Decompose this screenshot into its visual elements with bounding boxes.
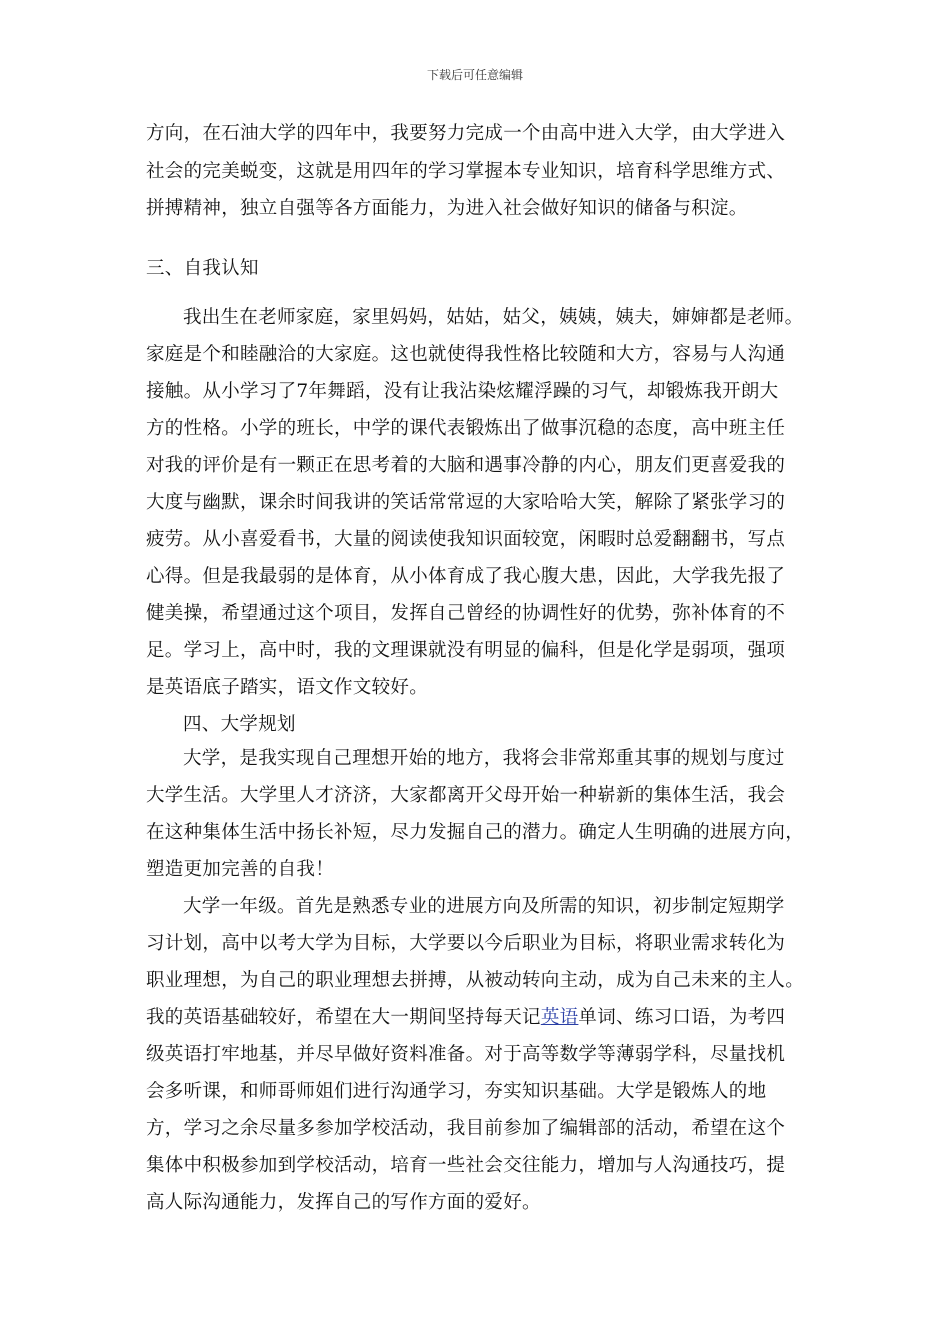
link-line-before: 我的英语基础较好，希望在大一期间坚持每天记	[146, 1007, 541, 1028]
para4-line: 级英语打牢地基，并尽早做好资料准备。对于高等数学等薄弱学科，尽量找机	[146, 1044, 786, 1065]
para3-line: 塑造更加完善的自我！	[146, 859, 335, 880]
para4-line: 职业理想，为自己的职业理想去拼搏，从被动转向主动，成为自己未来的主人。	[146, 970, 805, 991]
para2-line: 疲劳。从小喜爱看书，大量的阅读使我知识面较宽，闲暇时总爱翻翻书，写点	[146, 529, 786, 550]
para4-line: 会多听课，和师哥师姐们进行沟通学习，夯实知识基础。大学是锻炼人的地	[146, 1081, 767, 1102]
para2-line: 是英语底子踏实，语文作文较好。	[146, 677, 429, 698]
para4-line: 习计划，高中以考大学为目标，大学要以今后职业为目标，将职业需求转化为	[146, 933, 786, 954]
section-heading-self-awareness: 三、自我认知	[146, 258, 259, 279]
english-link[interactable]: 英语	[540, 1007, 579, 1028]
section-heading-university-plan: 四、大学规划	[183, 714, 296, 735]
para4-line: 高人际沟通能力，发挥自己的写作方面的爱好。	[146, 1192, 541, 1213]
para4-link-line	[146, 1006, 785, 1030]
para4-line: 大学一年级。首先是熟悉专业的进展方向及所需的知识，初步制定短期学	[183, 896, 785, 917]
page-header: 下载后可任意编辑	[426, 68, 523, 82]
para2-line: 方的性格。小学的班长，中学的课代表锻炼出了做事沉稳的态度，高中班主任	[146, 418, 786, 439]
para2-line: 心得。但是我最弱的是体育，从小体育成了我心腹大患，因此，大学我先报了	[146, 566, 786, 587]
para2-line: 足。学习上，高中时，我的文理课就没有明显的偏科，但是化学是弱项，强项	[146, 640, 786, 661]
para2-line: 大度与幽默，课余时间我讲的笑话常常逗的大家哈哈大笑，解除了紧张学习的	[146, 492, 786, 513]
para3-line: 在这种集体生活中扬长补短，尽力发掘自己的潜力。确定人生明确的进展方向，	[146, 822, 805, 843]
para1-line: 方向，在石油大学的四年中，我要努力完成一个由高中进入大学，由大学进入	[146, 123, 786, 144]
para3-line: 大学生活。大学里人才济济，大家都离开父母开始一种崭新的集体生活，我会	[146, 785, 786, 806]
link-line-after: 单词、练习口语，为考四	[578, 1007, 786, 1028]
para1-line: 社会的完美蜕变，这就是用四年的学习掌握本专业知识，培育科学思维方式、	[146, 161, 786, 182]
para2-line: 家庭是个和睦融洽的大家庭。这也就使得我性格比较随和大方，容易与人沟通	[146, 344, 786, 365]
para4-line: 方，学习之余尽量多参加学校活动，我目前参加了编辑部的活动，希望在这个	[146, 1118, 786, 1139]
para2-line: 接触。从小学习了7年舞蹈，没有让我沾染炫耀浮躁的习气，却锻炼我开朗大	[146, 381, 779, 402]
para2-line: 对我的评价是有一颗正在思考着的大脑和遇事冷静的内心，朋友们更喜爱我的	[146, 455, 786, 476]
para2-line: 我出生在老师家庭，家里妈妈，姑姑，姑父，姨姨，姨夫，婶婶都是老师。	[183, 307, 804, 328]
para1-line: 拼搏精神，独立自强等各方面能力，为进入社会做好知识的储备与积淀。	[146, 198, 748, 219]
para4-line: 集体中积极参加到学校活动，培育一些社会交往能力，增加与人沟通技巧，提	[146, 1155, 786, 1176]
para3-line: 大学，是我实现自己理想开始的地方，我将会非常郑重其事的规划与度过	[183, 748, 785, 769]
para2-line: 健美操，希望通过这个项目，发挥自己曾经的协调性好的优势，弥补体育的不	[146, 603, 786, 624]
